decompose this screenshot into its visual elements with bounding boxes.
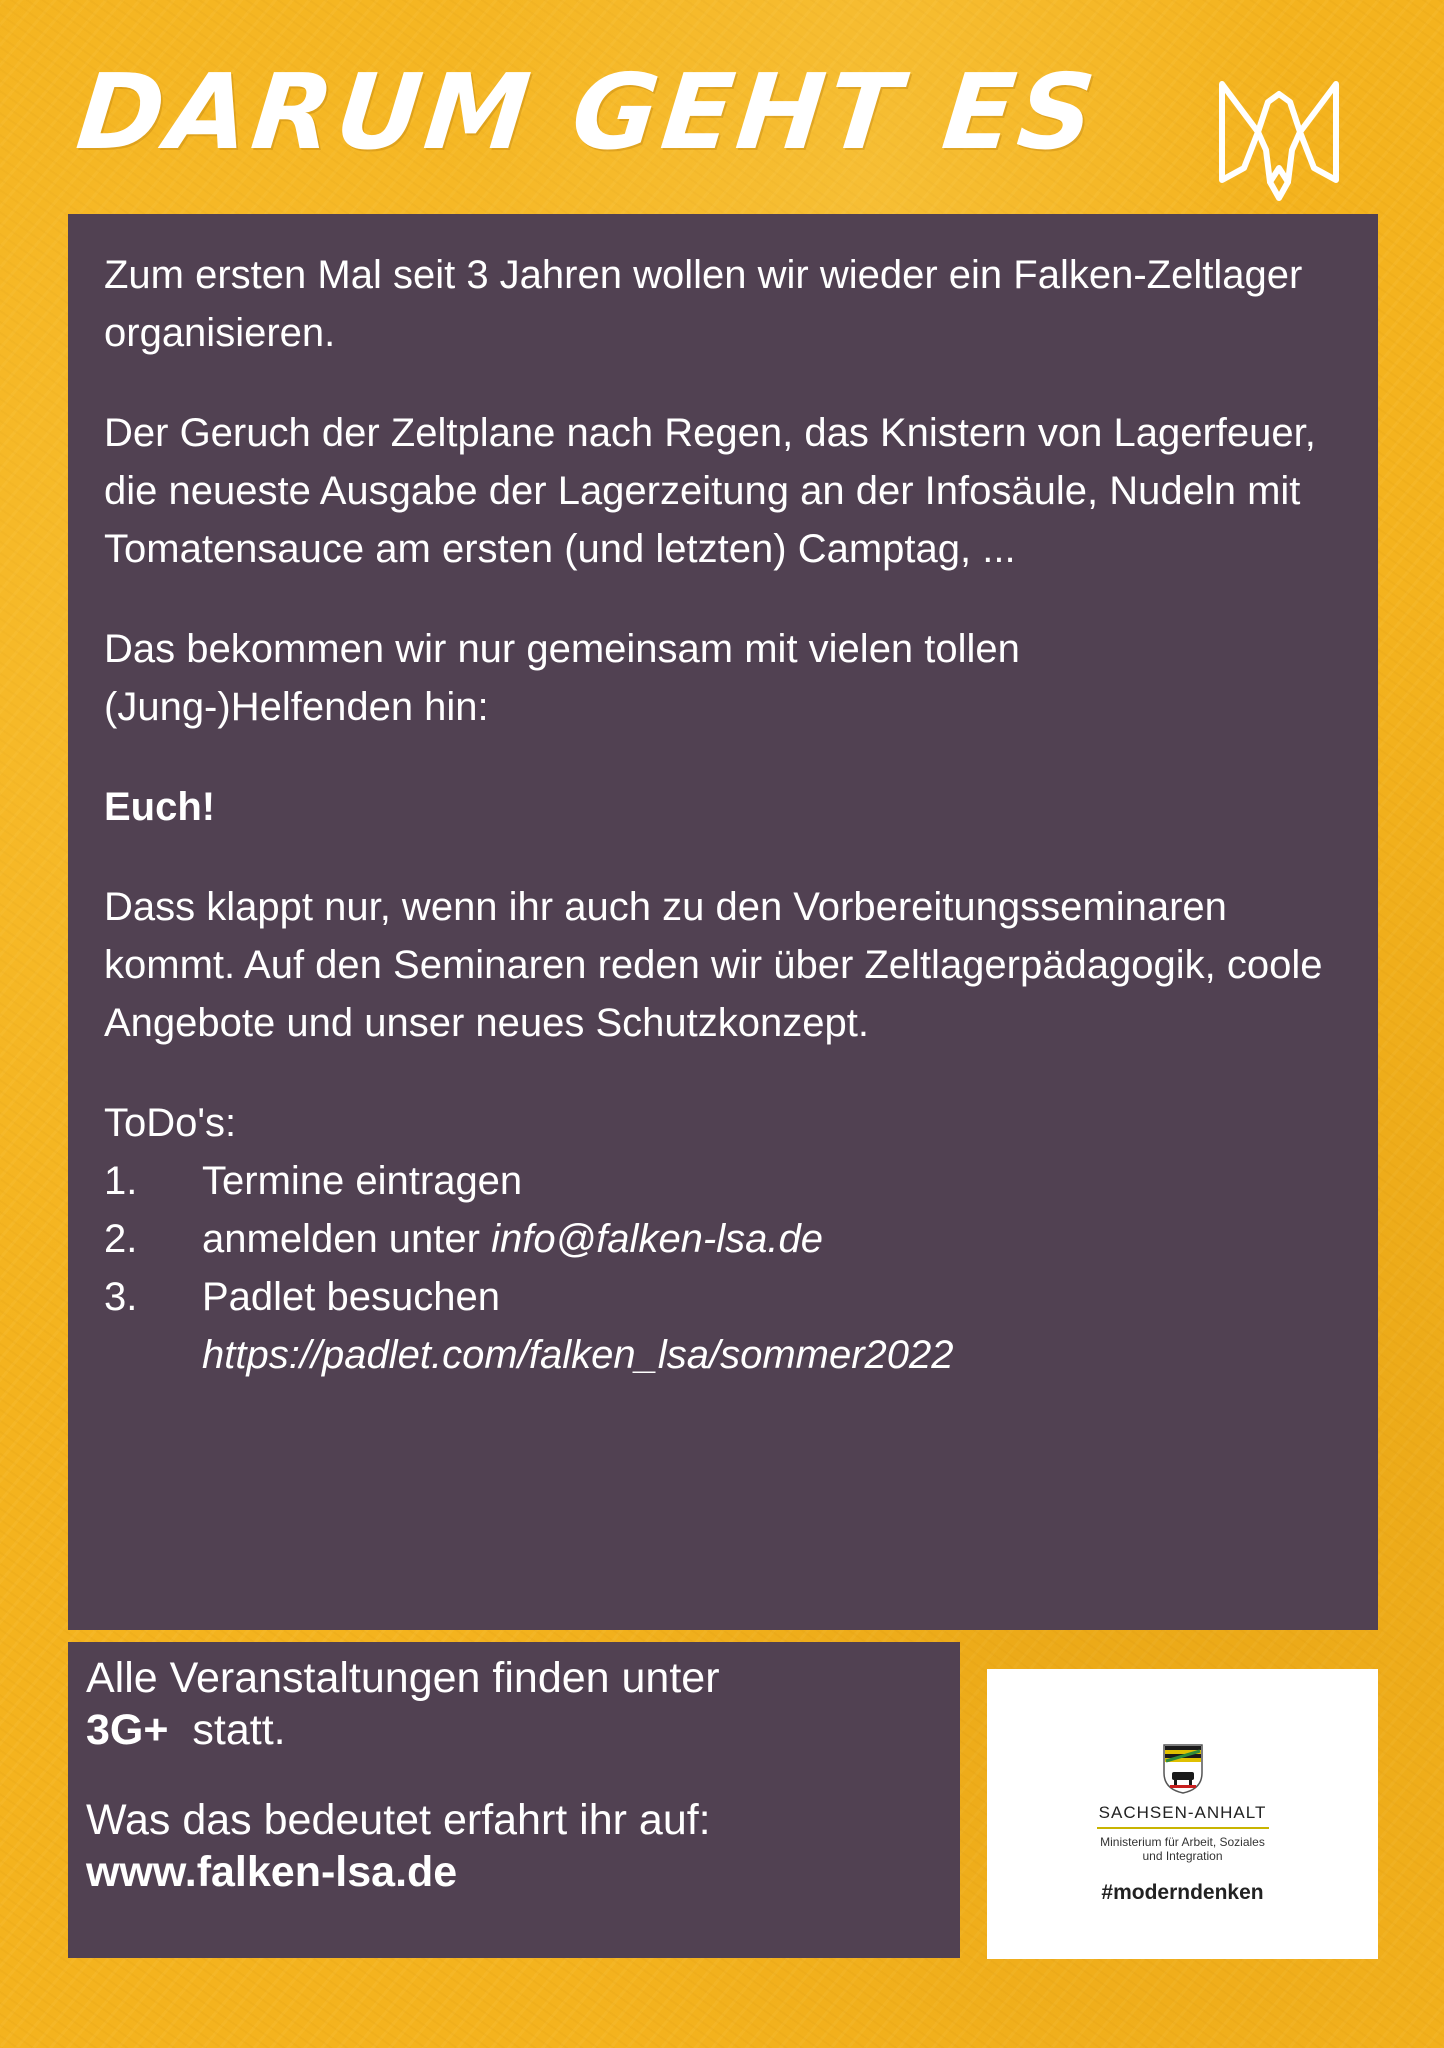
website-intro-text: Was das bedeutet erfahrt ihr auf: xyxy=(86,1796,711,1844)
rule-badge: 3G+ xyxy=(86,1706,169,1754)
emphasis-text: Euch! xyxy=(104,785,216,829)
website-paragraph xyxy=(86,1794,940,1898)
todo-item-1 xyxy=(104,1152,1338,1210)
email-link[interactable]: info@falken-lsa.de xyxy=(491,1217,823,1261)
todo-text: anmelden unter xyxy=(202,1217,480,1261)
todo-heading: ToDo's: xyxy=(104,1101,237,1145)
covid-info-panel xyxy=(68,1642,960,1958)
todo-item-3 xyxy=(104,1268,1338,1384)
todo-text: Padlet besuchen xyxy=(202,1275,501,1319)
rule-paragraph xyxy=(86,1652,940,1756)
sponsor-box xyxy=(987,1669,1378,1959)
state-divider xyxy=(1097,1827,1269,1829)
todo-text-wrapper xyxy=(202,1268,1338,1384)
ministry-name: Ministerium für Arbeit, Soziales und Integration xyxy=(1100,1835,1265,1863)
page-title: DARUM GEHT ES xyxy=(71,51,1105,173)
todo-text-wrapper xyxy=(202,1210,1338,1268)
todo-number: 1. xyxy=(104,1159,138,1203)
coat-of-arms-icon xyxy=(1162,1741,1204,1795)
todo-number: 3. xyxy=(104,1275,138,1319)
todo-number: 2. xyxy=(104,1217,138,1261)
website-link[interactable]: www.falken-lsa.de xyxy=(86,1848,458,1896)
state-name: SACHSEN-ANHALT xyxy=(1098,1803,1267,1822)
todo-text: Termine eintragen xyxy=(202,1159,523,1203)
falcon-logo-icon xyxy=(1214,72,1344,206)
padlet-link[interactable]: https://padlet.com/falken_lsa/sommer2022 xyxy=(202,1333,954,1377)
rule-intro-text: Alle Veranstaltungen finden unter xyxy=(86,1654,720,1702)
todo-item-2 xyxy=(104,1210,1338,1268)
description-panel xyxy=(68,214,1378,1630)
rule-outro-text: statt. xyxy=(192,1706,286,1754)
atmosphere-paragraph: Der Geruch der Zeltplane nach Regen, das Knistern von Lagerfeuer, die neueste Ausgabe der Lagerzeitung an der Infosäule, Nudeln mit Tomatensauce am ersten (und letzten) Camptag, ... xyxy=(104,411,1316,571)
todo-list xyxy=(104,1152,1338,1384)
seminar-paragraph: Dass klappt nur, wenn ihr auch zu den Vorbereitungsseminaren kommt. Auf den Seminaren reden wir über Zeltlagerpädagogik, coole Angebote und unser neues Schutzkonzept. xyxy=(104,885,1323,1045)
intro-paragraph: Zum ersten Mal seit 3 Jahren wollen wir wieder ein Falken-Zeltlager organisieren. xyxy=(104,253,1303,355)
helpers-paragraph: Das bekommen wir nur gemeinsam mit vielen tollen (Jung-)Helfenden hin: xyxy=(104,627,1020,729)
campaign-hashtag: #moderndenken xyxy=(1101,1881,1264,1904)
